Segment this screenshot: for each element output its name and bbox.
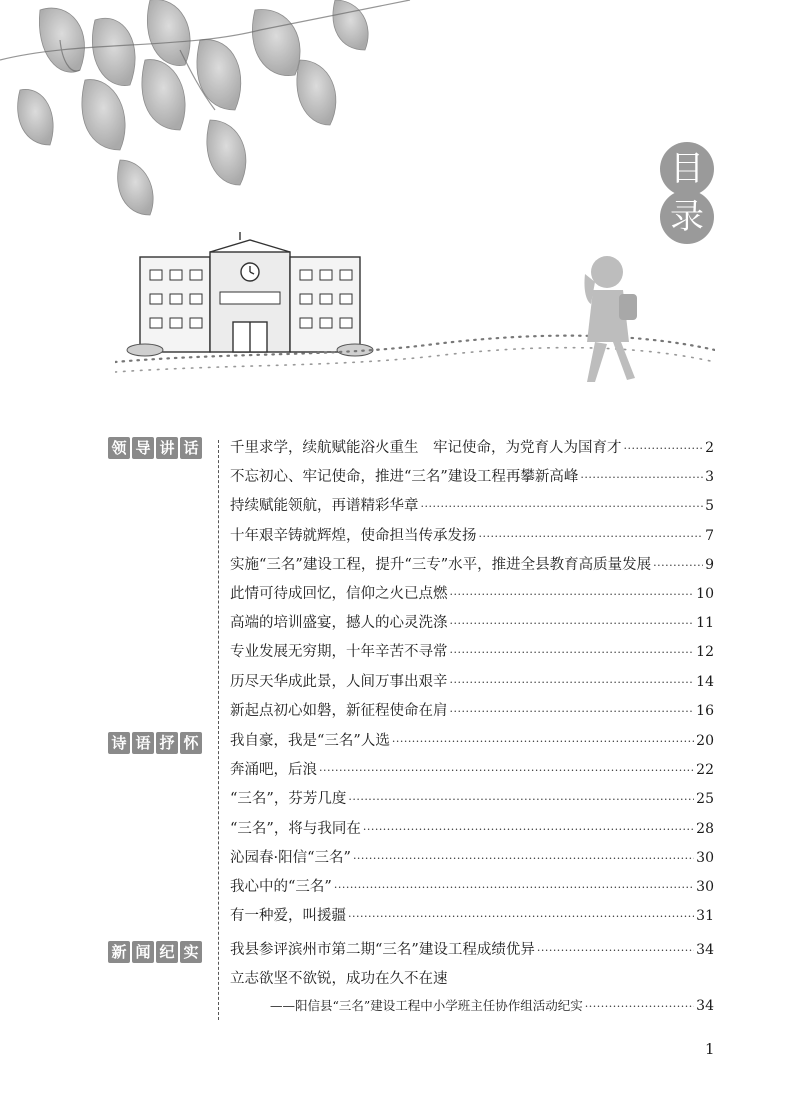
entry-title: 我县参评滨州市第二期“三名”建设工程成绩优异 [230,942,535,958]
leader-dots [450,588,695,601]
entry-title: 十年艰辛铸就辉煌，使命担当传承发扬 [230,527,477,544]
leader-dots [653,559,703,572]
entry-page: 7 [705,527,714,544]
leader-dots [450,617,695,630]
leader-dots [353,852,694,865]
leader-dots [348,910,694,923]
entry-title: 此情可待成回忆，信仰之火已点燃 [230,585,448,602]
entry-page: 11 [696,615,714,632]
entry-title: 高端的培训盛宴，撼人的心灵洗涤 [230,615,448,632]
entry-page: 12 [696,644,714,661]
toc-title-char-2: 录 [660,190,714,244]
label-char: 纪 [156,941,178,963]
entry-page: 30 [696,878,714,895]
entry-page: 9 [705,556,714,573]
entry-title: 我心中的“三名” [230,878,332,895]
entry-title: 新起点初心如磐，新征程使命在肩 [230,702,448,719]
entry-title: 奔涌吧，后浪 [230,762,317,779]
leader-dots [580,471,703,484]
toc-entry[interactable] [230,729,714,758]
entry-page: 25 [696,791,714,808]
entry-page: 34 [696,998,714,1015]
toc-entry[interactable] [230,670,714,699]
label-char: 抒 [156,732,178,754]
toc-entry[interactable] [230,787,714,816]
leader-dots [450,646,695,659]
toc-entry[interactable] [230,465,714,494]
label-char: 怀 [180,732,202,754]
entry-page: 20 [696,733,714,749]
leader-dots [334,881,694,894]
toc-entry[interactable] [230,846,714,875]
entry-title: 我自豪，我是“三名”人选 [230,733,390,749]
entry-page: 2 [705,440,714,456]
label-char: 领 [108,437,130,459]
toc-entry[interactable] [230,524,714,553]
toc-entry[interactable] [230,611,714,640]
entry-title: 沁园春·阳信“三名” [230,849,351,866]
toc-section-poetry [230,729,714,933]
toc-section-leaders [230,436,714,728]
leader-dots [348,793,694,806]
entry-page: 30 [696,849,714,866]
leader-dots [624,442,704,455]
entry-page: 28 [696,820,714,837]
label-char: 语 [132,732,154,754]
entry-title: ——阳信县“三名”建设工程中小学班主任协作组活动纪实 [270,998,583,1014]
entry-page: 5 [705,498,714,515]
leader-dots [450,705,695,718]
toc-entry[interactable] [230,494,714,523]
entry-title: 有一种爱，叫援疆 [230,908,346,925]
toc-title-char-1: 目 [660,142,714,196]
entry-title: 专业发展无穷期，十年辛苦不寻常 [230,644,448,661]
school-illustration [115,232,715,392]
label-char: 新 [108,941,130,963]
entry-title: 不忘初心、牢记使命，推进“三名”建设工程再攀新高峰 [230,469,579,486]
toc-entry[interactable] [230,904,714,933]
entry-page: 31 [696,908,714,925]
toc-entry[interactable] [230,817,714,846]
toc-entry[interactable] [230,640,714,669]
leader-dots [537,944,694,957]
page-number: 1 [705,1040,715,1058]
toc-entry[interactable] [230,436,714,465]
toc-entry[interactable] [230,875,714,904]
entry-page: 3 [705,469,714,486]
leader-dots [392,735,694,748]
entry-title: 千里求学，续航赋能浴火重生 牢记使命，为党育人为国育才 [230,440,622,456]
toc-entry[interactable] [230,758,714,787]
leader-dots [363,823,694,836]
toc-entry[interactable] [230,699,714,728]
toc-entry[interactable] [230,553,714,582]
toc-entry[interactable] [230,938,714,967]
label-char: 诗 [108,732,130,754]
leader-dots [319,764,694,777]
leader-dots [479,530,704,543]
entry-page: 34 [696,942,714,958]
section-label-news [108,941,202,963]
entry-title: 历尽天华成此景，人间万事出艰辛 [230,673,448,690]
leader-dots [421,500,704,513]
entry-title: 立志欲坚不欲锐，成功在久不在速 [230,971,448,988]
label-char: 实 [180,941,202,963]
label-char: 讲 [156,437,178,459]
entry-title: “三名”，芬芳几度 [230,791,347,808]
toc-entry[interactable] [230,967,714,996]
entry-title: 持续赋能领航，再谱精彩华章 [230,498,419,515]
entry-title: “三名”，将与我同在 [230,820,361,837]
section-label-leaders [108,437,202,459]
leaves-illustration [0,0,420,240]
entry-page: 16 [696,702,714,719]
leader-dots [585,1000,694,1013]
entry-title: 实施“三名”建设工程，提升“三专”水平，推进全县教育高质量发展 [230,556,652,573]
toc-entry[interactable] [230,582,714,611]
vertical-divider [218,440,219,1020]
entry-page: 22 [696,762,714,779]
section-label-poetry [108,732,202,754]
toc-entry-subtitle[interactable] [230,996,714,1025]
label-char: 话 [180,437,202,459]
entry-page: 14 [696,673,714,690]
entry-page: 10 [696,585,714,602]
label-char: 闻 [132,941,154,963]
label-char: 导 [132,437,154,459]
toc-section-news [230,938,714,1026]
leader-dots [450,676,695,689]
